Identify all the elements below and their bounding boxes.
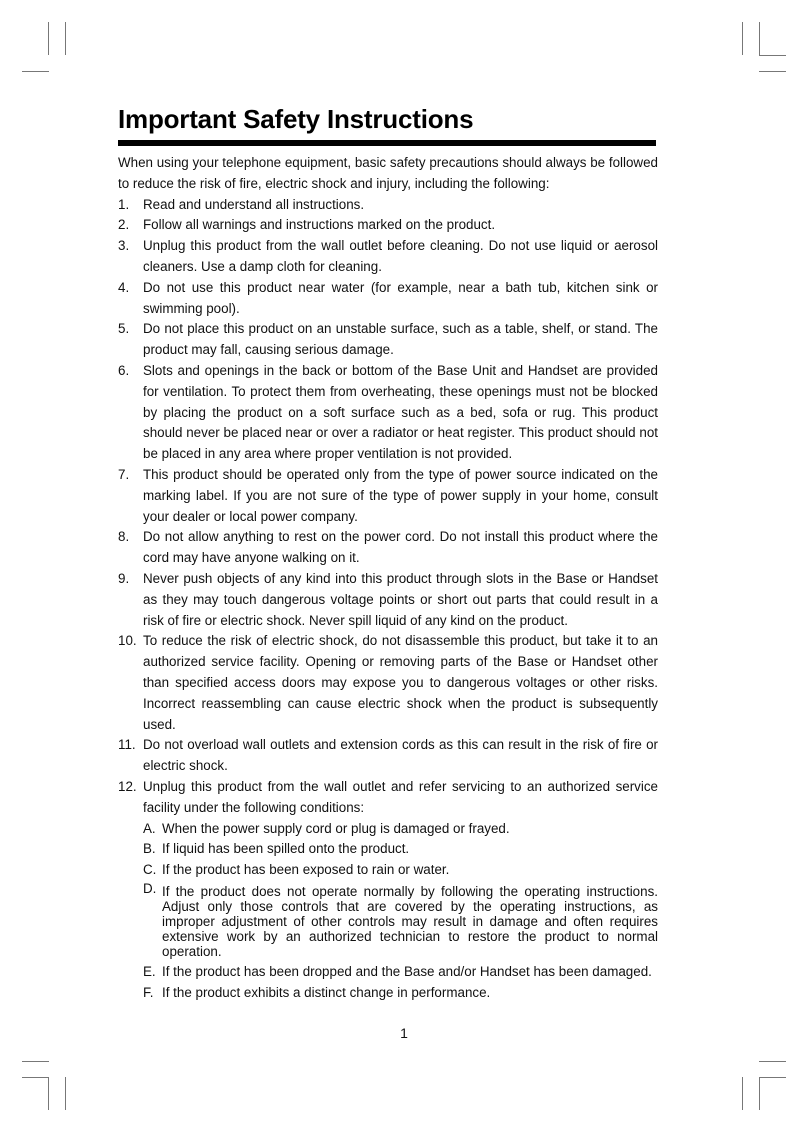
instruction-item-6: 6. Slots and openings in the back or bottom of the Base Unit and Handset are provided for ventilation. To protect them from overheating, these openings must not be blocked by placing the product on a soft surface such as a bed, sofa or rug. This product should never be placed near or over a radiator or heat register. This product should not be placed in any area where proper ventilation is not provided. [118,362,658,462]
crop-mark-top-right-v2 [759,22,760,55]
instruction-item-10: 10. To reduce the risk of electric shock, do not disassemble this product, but take it to an authorized service facility. Opening or removing parts of the Base or Handset other than specified access doors may expose you to dangerous voltages or other risks. Incorrect reassembling can cause electric shock when the product is subsequently used. [118,633,658,732]
crop-mark-bottom-left-v2 [65,1077,66,1110]
condition-item-e: E. If the product has been dropped and the Base and/or Handset has been damaged. [143,963,652,979]
crop-mark-bottom-left-h1 [22,1061,49,1062]
condition-item-a: A. When the power supply cord or plug is damaged or frayed. [143,820,510,836]
crop-mark-top-left-v2 [65,22,66,55]
title-rule [118,140,656,146]
instruction-item-12: 12. Unplug this product from the wall outlet and refer servicing to an authorized service facility under the following conditions: A. When the power supply cord or plug is damaged or frayed. B. If liquid has been spilled onto the product. C. If the product has been exposed to rain or water. D. If the product does not operate normally by following the operating instructions. Adjust only those controls that are covered by the operating instructions, as improper adjustment of other controls may result in damage and often requires extensive work by an authorized technician to restore the product to normal operation. E. If the product has been dropped and the Base and/or Handset has been damaged. F. If the product exhibits a distinct change in performance. [118,777,658,1004]
crop-mark-top-left-v1 [48,22,49,55]
page-title: Important Safety Instructions [118,104,474,134]
instruction-list [118,195,658,1004]
crop-mark-bottom-right-h2 [759,1077,786,1078]
crop-mark-top-right-h1 [759,55,786,56]
instruction-item-11: 11. Do not overload wall outlets and extension cords as this can result in the risk of fire or electric shock. [118,737,658,774]
intro-paragraph: When using your telephone equipment, basic safety precautions should always be followed to reduce the risk of fire, electric shock and injury, including the following: [118,155,658,191]
instruction-item-5: 5. Do not place this product on an unstable surface, such as a table, shelf, or stand. The product may fall, causing serious damage. [118,321,658,358]
crop-mark-bottom-right-v1 [742,1077,743,1110]
crop-mark-bottom-right-v2 [759,1077,760,1110]
condition-item-c: C. If the product has been exposed to rain or water. [143,862,450,878]
instruction-item-2: 2. Follow all warnings and instructions marked on the product. [118,217,496,233]
page-number: 1 [400,1025,408,1041]
condition-item-f: F. If the product exhibits a distinct change in performance. [143,984,491,1000]
crop-mark-bottom-left-h2 [22,1077,49,1078]
crop-mark-top-right-v1 [742,22,743,55]
instruction-item-4: 4. Do not use this product near water (for example, near a bath tub, kitchen sink or swimming pool). [118,279,658,316]
crop-mark-top-left-h [22,71,49,72]
instruction-item-1: 1. Read and understand all instructions. [118,196,365,212]
instruction-item-8: 8. Do not allow anything to rest on the power cord. Do not install this product where the cord may have anyone walking on it. [118,529,658,566]
crop-mark-bottom-right-h1 [759,1061,786,1062]
crop-mark-bottom-left-v1 [48,1077,49,1110]
condition-list [143,819,658,1004]
instruction-item-9: 9. Never push objects of any kind into this product through slots in the Base or Handset as they may touch dangerous voltage points or short out parts that could result in a risk of fire or electric shock. Never spill liquid of any kind on the product. [118,570,658,628]
instruction-item-7: 7. This product should be operated only from the type of power source indicated on the marking label. If you are not sure of the type of power supply in your home, consult your dealer or local power company. [118,466,658,524]
crop-mark-top-right-h2 [759,71,786,72]
instruction-item-3: 3. Unplug this product from the wall outlet before cleaning. Do not use liquid or aerosol cleaners. Use a damp cloth for cleaning. [118,238,658,274]
instructions-body [118,153,658,1003]
condition-item-d: D. If the product does not operate normally by following the operating instructions. Adjust only those controls that are covered by the operating instructions, as improper adjustment of other controls may result in damage and often requires extensive work by an authorized technician to restore the product to normal operation. [143,880,658,959]
condition-item-b: B. If liquid has been spilled onto the product. [143,841,410,857]
